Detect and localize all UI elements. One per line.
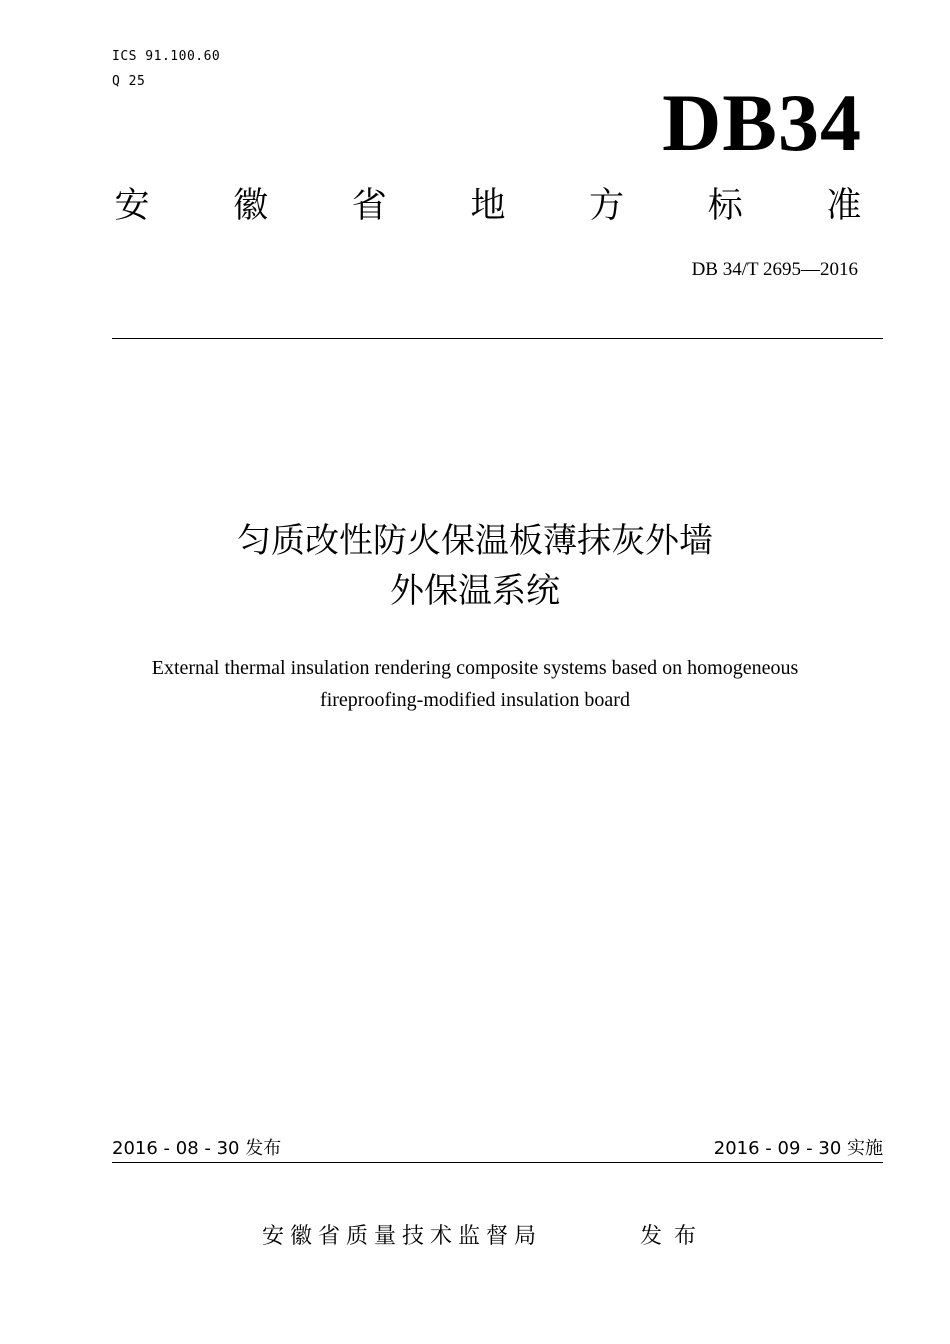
standard-type-heading: [112, 184, 864, 228]
ics-code: ICS 91.100.60: [112, 49, 221, 64]
chinese-title-line-1: 匀质改性防火保温板薄抹灰外墙: [237, 521, 713, 561]
standard-type-char: 标: [707, 186, 743, 226]
implement-date: 2016 - 09 - 30 实施: [713, 1138, 883, 1159]
ccs-code: Q 25: [112, 74, 146, 89]
standard-type-char: 准: [826, 186, 862, 226]
bottom-divider: [112, 1162, 883, 1163]
english-title: [100, 652, 850, 716]
chinese-title: [112, 516, 838, 616]
chinese-title-line-2: 外保温系统: [390, 571, 560, 611]
standard-type-char: 安: [114, 186, 150, 226]
standard-type-char: 省: [351, 186, 387, 226]
issuing-authority: 安徽省质量技术监督局: [262, 1224, 543, 1249]
standard-type-char: 地: [470, 186, 506, 226]
standard-type-char: 方: [589, 186, 625, 226]
standard-type-char: 徽: [233, 186, 269, 226]
standard-logo: DB34: [662, 77, 862, 168]
english-title-line-1: External thermal insulation rendering composite systems based on homogeneous: [151, 657, 799, 679]
issue-label: 发布: [640, 1224, 709, 1249]
english-title-line-2: fireproofing-modified insulation board: [320, 689, 630, 711]
top-divider: [112, 338, 883, 339]
publish-date: 2016 - 08 - 30 发布: [112, 1138, 282, 1159]
standard-number: DB 34/T 2695—2016: [691, 259, 858, 280]
